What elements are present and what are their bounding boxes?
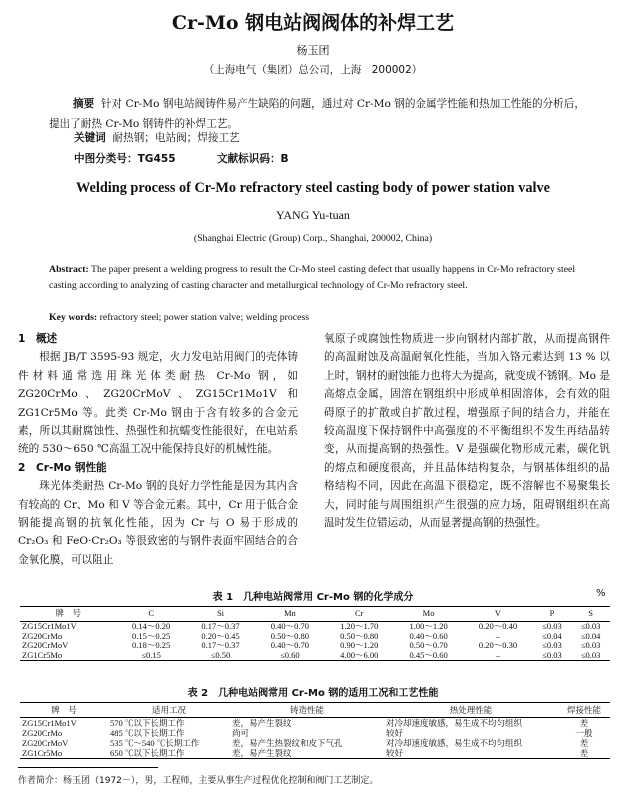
table-cell: ≤0.03 xyxy=(542,621,562,631)
keywords-en xyxy=(49,312,309,323)
table-cell: 对冷却速度敏感，易生成不均匀组织 xyxy=(386,718,523,728)
table-cell: 4.00～6.00 xyxy=(340,649,379,660)
table-row xyxy=(20,748,610,759)
table-cell: 尚可 xyxy=(232,728,250,738)
table-1-header: S xyxy=(588,608,593,619)
abstract-cn-text: 针对 Cr-Mo 钢电站阀铸件易产生缺陷的问题，通过对 Cr-Mo 钢的金属学性能和热加工性能的分析后，提出了耐热 Cr-Mo 钢铸件的补焊工艺。 xyxy=(49,98,585,130)
table-cell: 0.40～0.70 xyxy=(270,621,309,631)
table-cell: 差 xyxy=(579,748,589,758)
table-cell: – xyxy=(495,649,501,660)
table-cell: ZG1Cr5Mo xyxy=(22,649,63,660)
table-cell: 0.45～0.60 xyxy=(409,649,448,660)
table-2-header: 铸造性能 xyxy=(289,705,324,715)
table-cell: 650 ℃以下长期工作 xyxy=(110,748,185,758)
table-cell: 0.14～0.20 xyxy=(132,621,171,631)
table-cell: 570 ℃以下长期工作 xyxy=(110,718,185,728)
table-cell: ≤0.03 xyxy=(580,649,601,660)
table-cell: 0.15～0.25 xyxy=(132,630,171,641)
table-cell: ≤0.03 xyxy=(542,649,562,660)
table-2-header: 牌 号 xyxy=(51,705,77,715)
table-cell: ZG20CrMo xyxy=(22,728,63,738)
table-2-header: 焊接性能 xyxy=(566,705,601,715)
table-1-header: Mo xyxy=(422,608,435,619)
table-cell: ≤0.04 xyxy=(542,630,562,641)
keywords-en-label: Key words: xyxy=(49,312,98,323)
title-cn: Cr-Mo 钢电站阀阀体的补焊工艺 xyxy=(171,12,455,34)
section-2-heading: 2 Cr-Mo 钢性能 xyxy=(18,461,107,474)
table-1-header: Si xyxy=(216,608,225,619)
table-2 xyxy=(20,702,610,759)
keywords-cn-text: 耐热钢；电站阀；焊接工艺 xyxy=(112,132,240,144)
abstract-en xyxy=(49,262,579,294)
affiliation-en: (Shanghai Electric (Group) Corp., Shanghai, 200002, China) xyxy=(193,233,433,244)
table-row xyxy=(20,728,610,738)
abstract-cn-label: 摘要 xyxy=(73,98,95,110)
table-1-unit: % xyxy=(596,588,606,599)
table-row xyxy=(20,622,610,632)
section-2-body: 珠光体类耐热 Cr-Mo 钢的良好力学性能是因为其内含有较高的 Cr、Mo 和 V 等合金元素。其中，Cr 用于低合金钢能提高钢的抗氧化性能，因为 Cr 与 O 易于形成的 Cr₂O₃ 和 FeO·Cr₂O₃ 等很致密的与钢件表面牢固结合的合金氧化膜，可以阻止 xyxy=(18,480,298,566)
table-row xyxy=(20,718,610,729)
table-cell: ZG20CrMoV xyxy=(22,640,69,650)
abstract-en-label: Abstract: xyxy=(49,264,89,275)
clc-value: TG455 xyxy=(137,153,176,165)
table-2-caption: 表 2 几种电站阀常用 Cr-Mo 钢的适用工况和工艺性能 xyxy=(187,688,439,699)
table-cell: 535 ℃～540 ℃长期工作 xyxy=(110,738,200,748)
table-1 xyxy=(20,606,610,661)
table-cell: 0.90～1.20 xyxy=(340,640,379,650)
table-cell: ZG1Cr5Mo xyxy=(22,748,63,758)
doc-code-label: 文献标识码： xyxy=(216,153,281,165)
keywords-cn-label: 关键词 xyxy=(74,132,106,144)
table-1-header: P xyxy=(549,608,555,619)
table-cell: 0.40～0.70 xyxy=(270,640,309,650)
author-footnote: 作者简介：杨玉团（1972－），男，工程师，主要从事生产过程优化控制和阀门工艺制定。 xyxy=(18,776,379,786)
table-cell: 0.17～0.37 xyxy=(201,621,240,631)
table-row xyxy=(20,641,610,651)
table-1-header: Cr xyxy=(354,608,364,619)
title-en: Welding process of Cr-Mo refractory steel casting body of power station valve xyxy=(76,180,550,196)
table-cell: 485 ℃以下长期工作 xyxy=(110,728,185,738)
table-cell: 较好 xyxy=(386,748,404,758)
table-cell: 1.00～1.20 xyxy=(409,621,448,631)
table-1-header: 牌 号 xyxy=(55,608,81,619)
table-cell: ≤0.04 xyxy=(580,630,601,641)
table-2-header: 适用工况 xyxy=(151,705,186,715)
table-cell: 0.18～0.25 xyxy=(132,640,171,650)
table-cell: ≤0.15 xyxy=(141,649,161,660)
table-cell: ≤0.03 xyxy=(542,640,562,650)
clc-label: 中图分类号： xyxy=(74,153,138,165)
table-1-caption: 表 1 几种电站阀常用 Cr-Mo 钢的化学成分 xyxy=(212,592,414,603)
table-1-header: V xyxy=(494,608,502,619)
table-1-header: Mn xyxy=(283,608,296,619)
table-cell: 0.20～0.40 xyxy=(478,621,518,631)
table-cell: 0.17～0.37 xyxy=(201,640,240,650)
table-1-header-row xyxy=(20,607,610,622)
table-cell: ZG15Cr1Mo1V xyxy=(22,621,77,631)
affiliation-cn: （上海电气（集团）总公司，上海 200002） xyxy=(203,64,423,76)
table-cell: 0.20～0.45 xyxy=(201,630,240,641)
table-cell: 差 xyxy=(579,718,589,728)
table-cell: ZG20CrMoV xyxy=(22,738,69,748)
table-cell: 差，易产生热裂纹和皮下气孔 xyxy=(232,738,343,748)
table-2-header: 热处理性能 xyxy=(449,705,493,715)
classification-cn xyxy=(74,151,327,166)
doc-code-value: B xyxy=(280,153,289,165)
table-cell: ≤0.03 xyxy=(580,621,601,631)
section-1-body: 根据 JB/T 3595-93 规定，火力发电站用阀门的壳体铸件材料通常选用珠光体类耐热 Cr-Mo 钢，如 ZG20CrMo、ZG20CrMoV、ZG15Cr1Mo1V 和 ZG1Cr5Mo 等。此类 Cr-Mo 钢由于含有较多的合金元素，所以其耐腐蚀性、热强性和抗蠕变性能很好，在电站系统的 530～650 ℃高温工况中能保持良好的机械性能。 xyxy=(18,351,298,456)
keywords-en-text: refractory steel; power station valve; welding process xyxy=(99,312,310,323)
table-cell: 1.20～1.70 xyxy=(340,621,379,631)
abstract-cn xyxy=(49,94,589,134)
table-cell: 0.20～0.30 xyxy=(478,640,518,650)
table-cell: 0.50～0.70 xyxy=(409,640,448,650)
table-cell: 0.50～0.80 xyxy=(270,630,309,641)
table-cell: 一般 xyxy=(575,728,593,738)
table-row xyxy=(20,632,610,642)
table-cell: ≤0.03 xyxy=(580,640,601,650)
section-2-continued: 氧原子或腐蚀性物质进一步向钢材内部扩散，从而提高钢件的高温耐蚀及高温耐氧化性能，当加入铬元素达到 13 % 以上时，钢材的耐蚀能力也将大为提高，就变成不锈钢。Mo 是高熔点金属，固溶在钢组织中形成单相固溶体，会有效的阻碍原子的扩散或自扩散过程，增强原子间的结合力，并能在较高温度下保持钢件中高强度的不平衡组织不发生再结晶转变，从而提高钢的热强性。V 是强碳化物形成元素，碳化钒的熔点和硬度很高，并且晶体结构复杂，与钢基体组织的晶格结构不同，因此在高温下很稳定，既不溶解也不易聚集长大，同时能与周围组织产生很强的应力场，阻碍钢组织在高温时发生位错运动，从而显著提高钢的热强性。 xyxy=(324,333,610,530)
keywords-cn xyxy=(74,130,240,145)
table-cell: ≤0.50 xyxy=(210,649,231,660)
right-column xyxy=(324,330,610,532)
table-cell: 对冷却速度敏感，易生成不均匀组织 xyxy=(386,738,523,748)
table-cell: ≤0.60 xyxy=(280,649,300,660)
footnote-divider xyxy=(18,767,158,768)
table-row xyxy=(20,651,610,661)
table-row xyxy=(20,738,610,748)
table-1-header: C xyxy=(148,608,154,619)
author-en: YANG Yu-tuan xyxy=(276,208,350,222)
table-cell: 差，易产生裂纹 xyxy=(232,718,292,728)
table-cell: 差，易产生裂纹 xyxy=(232,748,292,758)
section-1-heading: 1 概述 xyxy=(18,333,58,345)
table-cell: – xyxy=(495,630,501,641)
left-column xyxy=(18,330,298,569)
table-cell: ZG15Cr1Mo1V xyxy=(22,718,77,728)
table-cell: 0.40～0.60 xyxy=(409,630,448,641)
author-cn: 杨玉团 xyxy=(296,44,330,57)
table-2-header-row xyxy=(20,703,610,718)
table-cell: 差 xyxy=(579,738,589,748)
table-cell: 较好 xyxy=(386,728,404,738)
table-cell: 0.50～0.80 xyxy=(340,630,379,641)
abstract-en-text: The paper present a welding progress to result the Cr-Mo steel casting defect that usually happens in Cr-Mo refractory steel casting according to analyzing of casting character and metallurgical technology of Cr-Mo refractory steel. xyxy=(49,264,576,291)
table-cell: ZG20CrMo xyxy=(22,630,63,641)
